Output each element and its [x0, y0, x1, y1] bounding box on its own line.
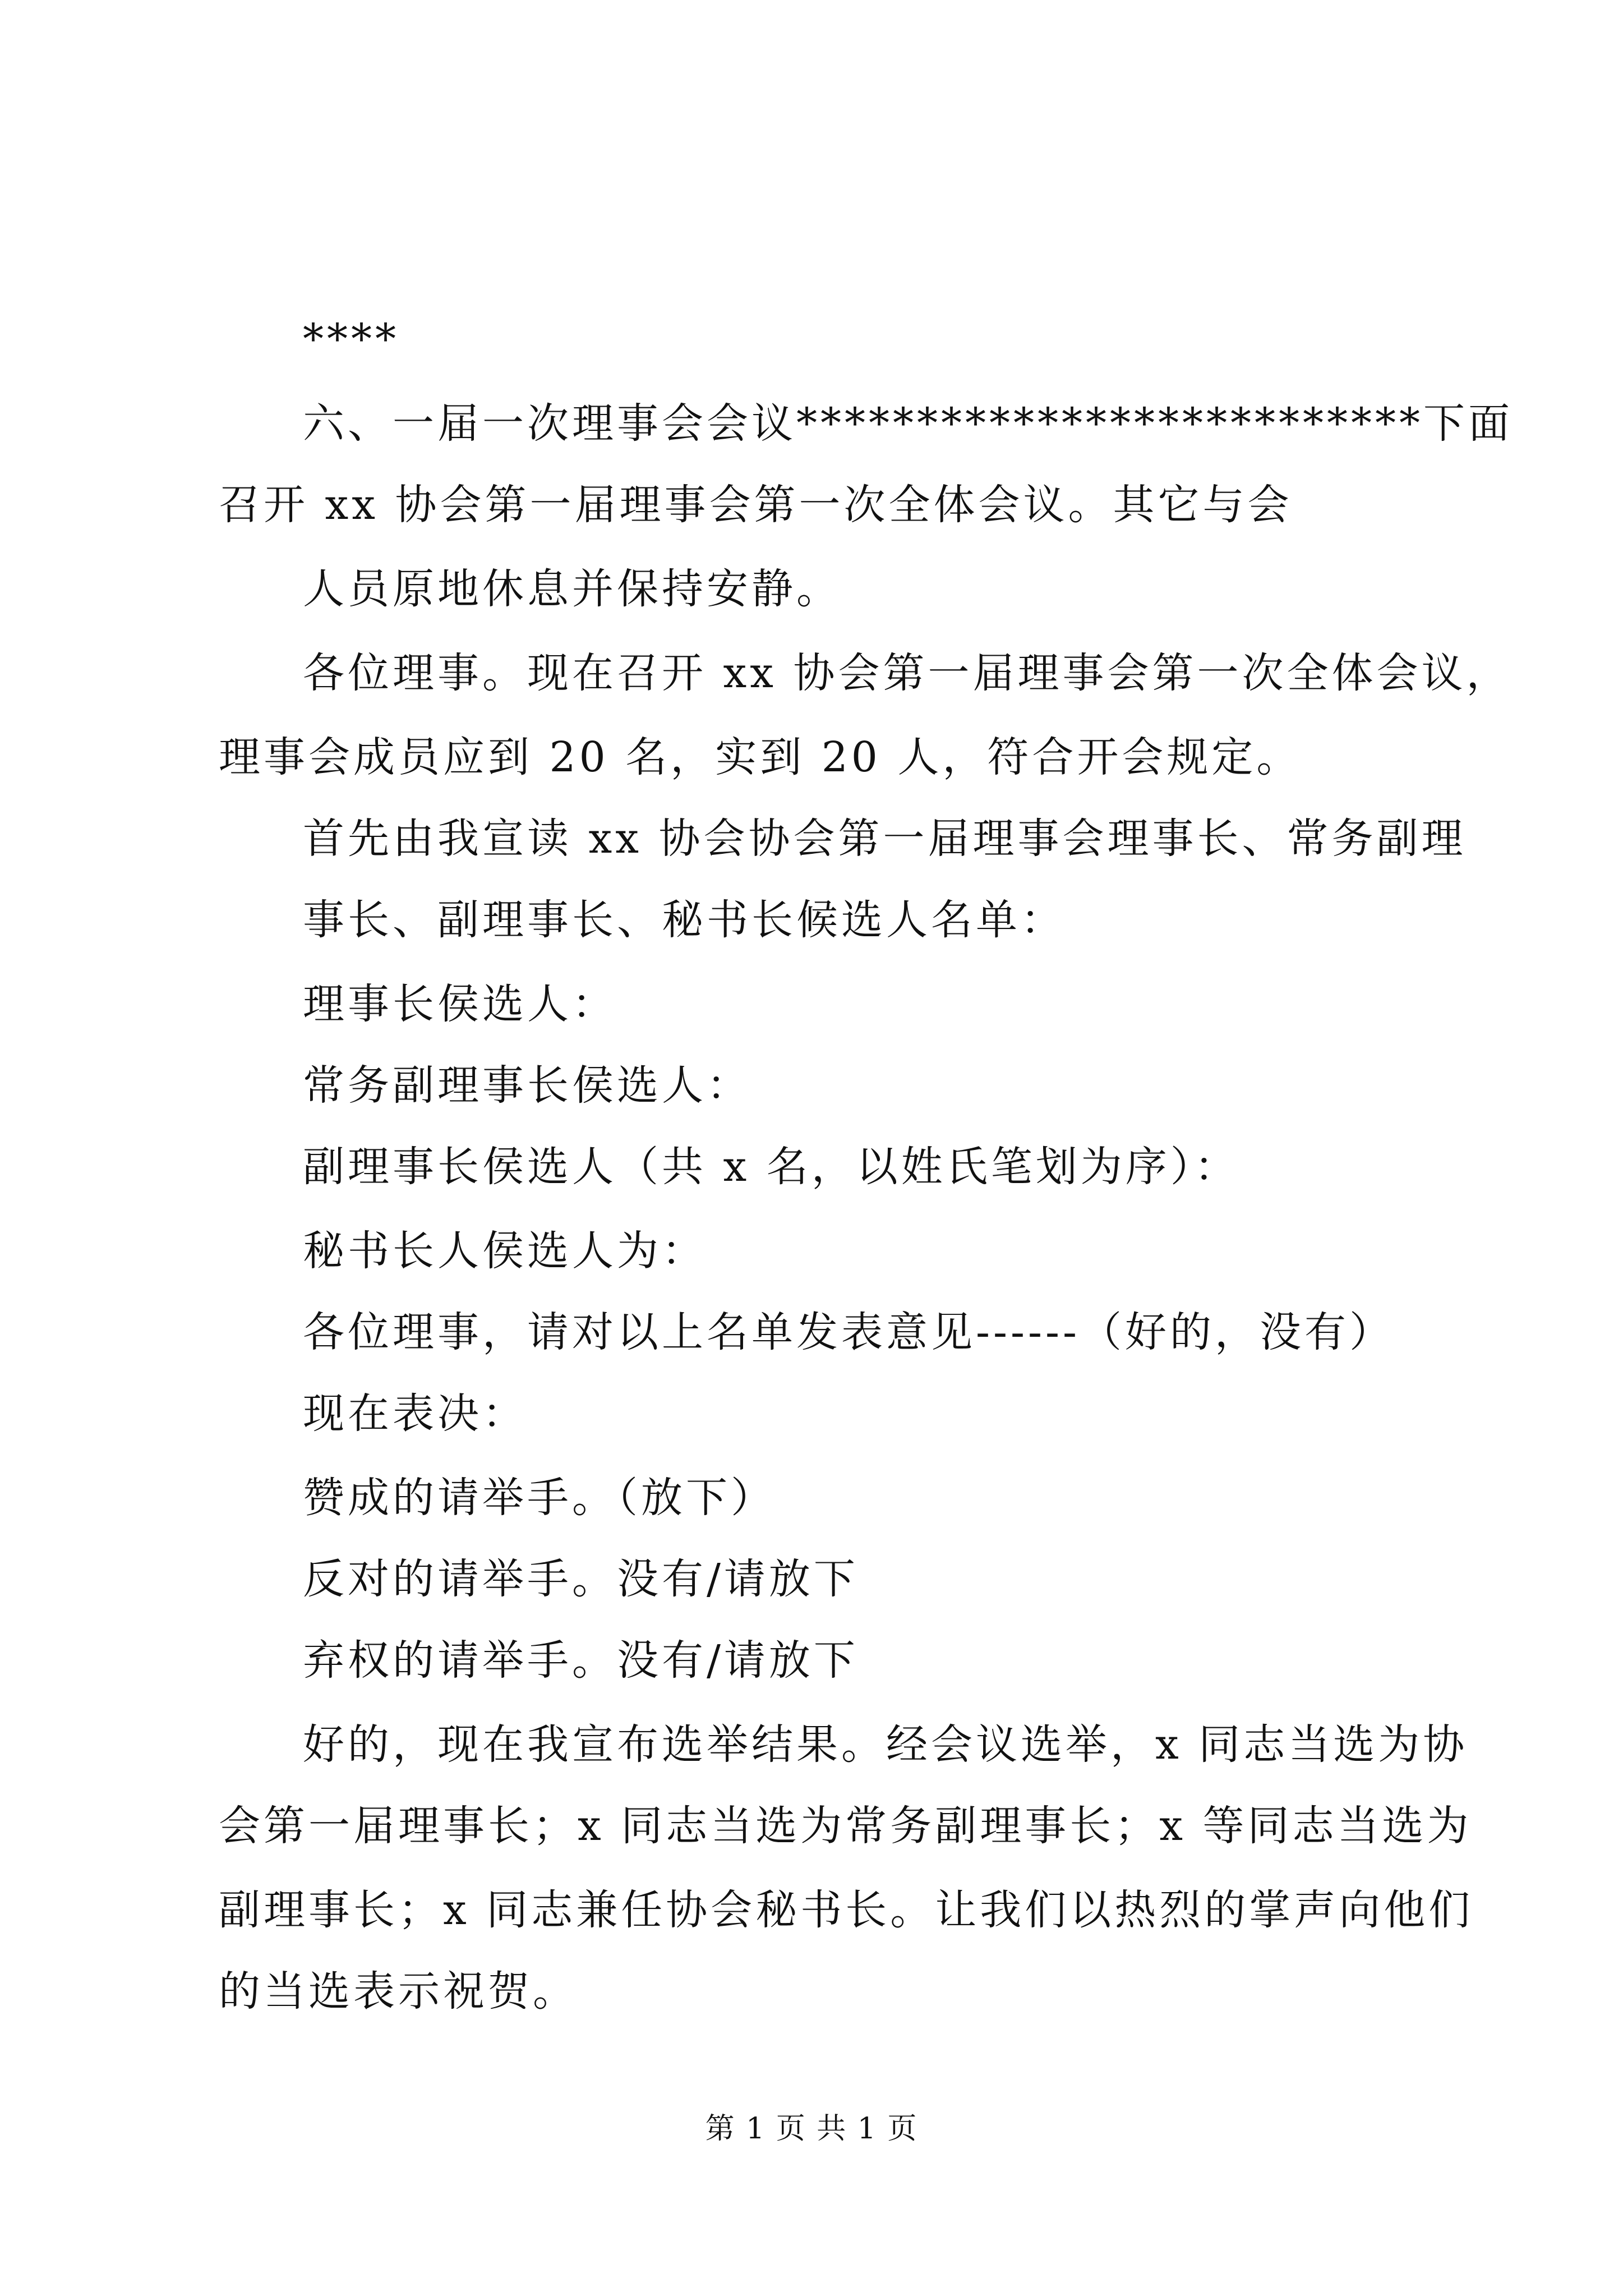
text-line-16: 反对的请举手。没有/请放下: [303, 1555, 859, 1603]
text-line-4: 人员原地休息并保持安静。: [303, 565, 841, 613]
text-line-9: 理事长侯选人：: [303, 980, 617, 1028]
text-line-5: 各位理事。现在召开 xx 协会第一届理事会第一次全体会议，: [303, 649, 1511, 697]
text-line-6: 理事会成员应到 20 名，实到 20 人，符合开会规定。: [219, 733, 1302, 781]
text-line-10: 常务副理事长侯选人：: [303, 1061, 751, 1110]
text-line-17: 弃权的请举手。没有/请放下: [303, 1636, 859, 1685]
text-line-2: 六、一届一次理事会会议**************************下面: [303, 399, 1513, 448]
text-line-1: ****: [303, 315, 399, 364]
text-line-3: 召开 xx 协会第一届理事会第一次全体会议。其它与会: [219, 481, 1293, 529]
text-line-11: 副理事长侯选人（共 x 名，以姓氏笔划为序）：: [303, 1143, 1239, 1191]
text-line-20: 副理事长；x 同志兼任协会秘书长。让我们以热烈的掌声向他们: [219, 1886, 1474, 1934]
text-line-8: 事长、副理事长、秘书长候选人名单：: [303, 896, 1066, 944]
text-line-7: 首先由我宣读 xx 协会协会第一届理事会理事长、常务副理: [303, 815, 1467, 863]
text-line-13: 各位理事，请对以上名单发表意见------（好的，没有）: [303, 1308, 1395, 1356]
text-line-18: 好的，现在我宣布选举结果。经会议选举，x 同志当选为协: [303, 1720, 1468, 1769]
text-line-12: 秘书长人侯选人为：: [303, 1227, 707, 1275]
text-line-19: 会第一届理事长；x 同志当选为常务副理事长；x 等同志当选为: [219, 1802, 1472, 1850]
text-line-15: 赞成的请举手。（放下）: [303, 1474, 776, 1522]
text-line-21: 的当选表示祝贺。: [219, 1967, 578, 2016]
text-line-14: 现在表决：: [303, 1389, 527, 1438]
page-footer: 第 1 页 共 1 页: [705, 2112, 918, 2146]
